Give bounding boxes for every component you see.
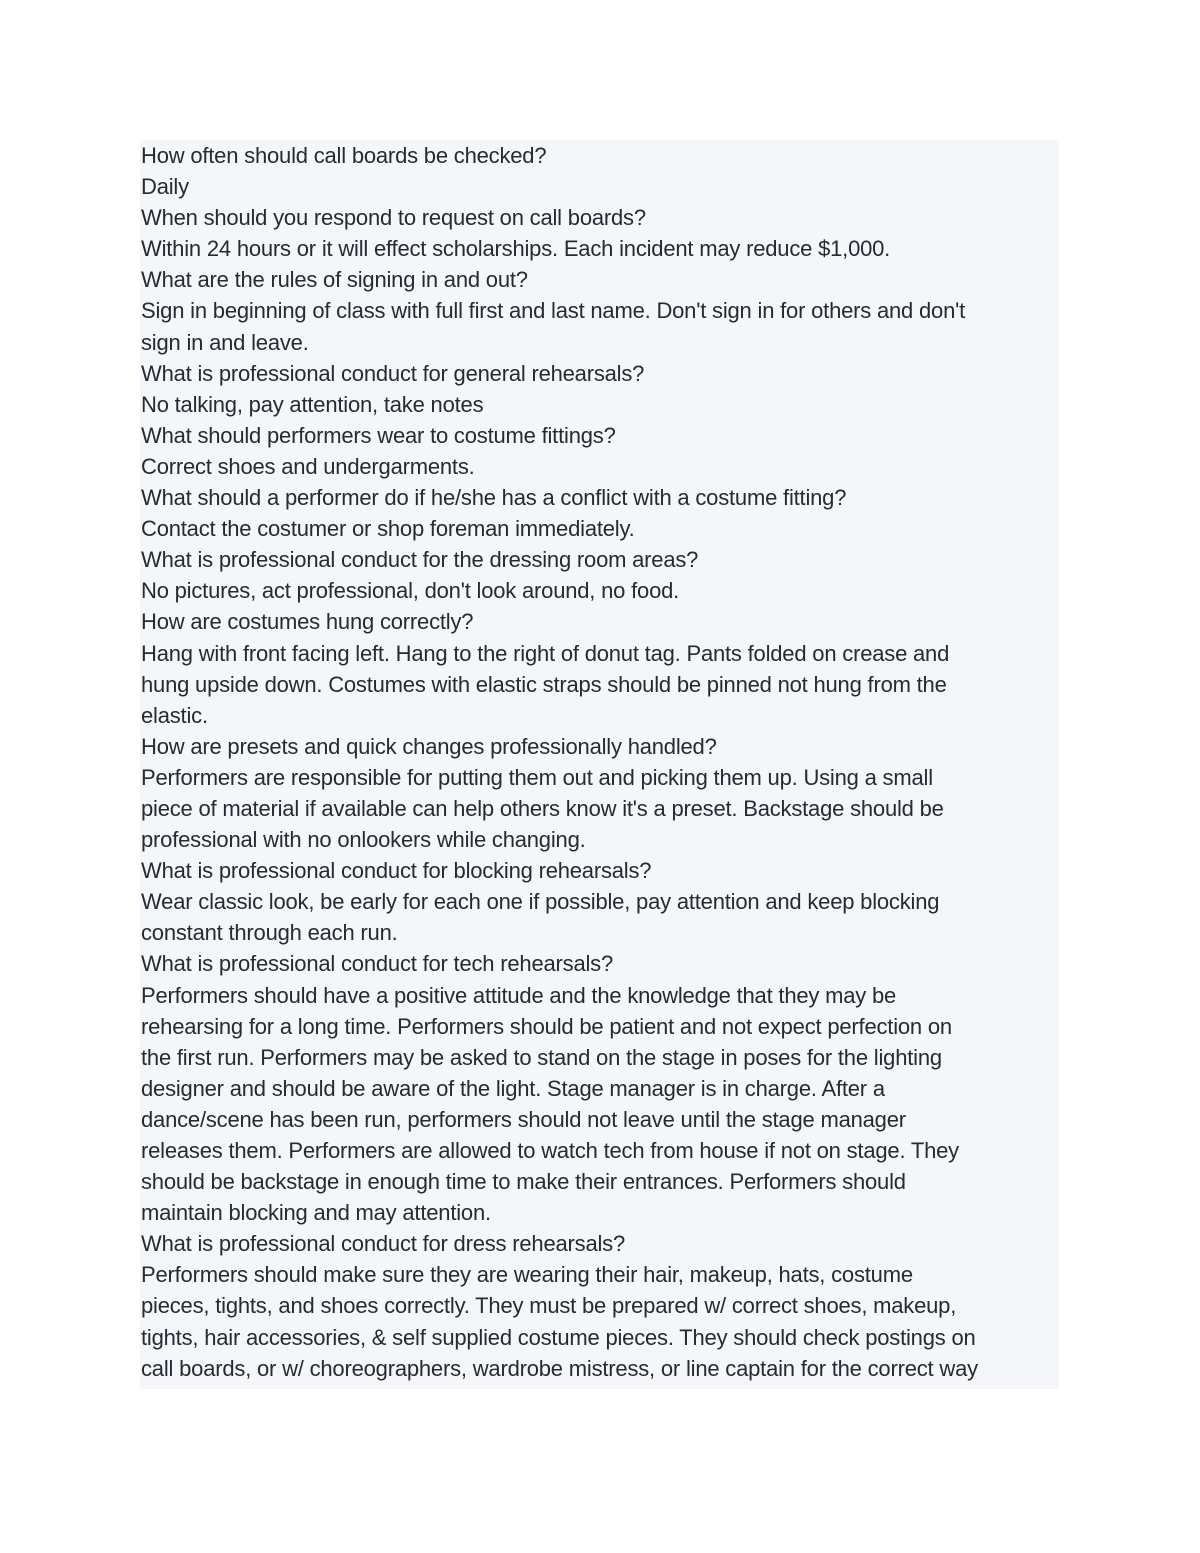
document-lines xyxy=(141,140,1059,1384)
text-line: What should performers wear to costume fittings? xyxy=(141,422,616,448)
text-line: dance/scene has been run, performers should not leave until the stage manager xyxy=(141,1106,906,1132)
text-line: should be backstage in enough time to make their entrances. Performers should xyxy=(141,1169,906,1195)
text-line: What is professional conduct for dress rehearsals? xyxy=(141,1231,626,1257)
text-line: sign in and leave. xyxy=(141,329,309,355)
text-line: What is professional conduct for the dressing room areas? xyxy=(141,547,699,573)
text-line: constant through each run. xyxy=(141,920,398,946)
text-line: professional with no onlookers while changing. xyxy=(141,827,586,853)
text-line: designer and should be aware of the light. Stage manager is in charge. After a xyxy=(141,1075,885,1101)
text-line: tights, hair accessories, & self supplied costume pieces. They should check postings on xyxy=(141,1324,976,1350)
text-line: Hang with front facing left. Hang to the right of donut tag. Pants folded on crease and xyxy=(141,640,950,666)
text-line: elastic. xyxy=(141,702,208,728)
text-line: piece of material if available can help others know it's a preset. Backstage should be xyxy=(141,795,944,821)
text-line: Correct shoes and undergarments. xyxy=(141,453,475,479)
text-line: releases them. Performers are allowed to watch tech from house if not on stage. They xyxy=(141,1138,959,1163)
text-line: Performers should make sure they are wearing their hair, makeup, hats, costume xyxy=(141,1262,913,1288)
text-line: No talking, pay attention, take notes xyxy=(141,391,484,417)
text-line: maintain blocking and may attention. xyxy=(141,1200,491,1226)
text-line: How are costumes hung correctly? xyxy=(141,609,474,635)
text-line: Daily xyxy=(141,174,189,200)
text-line: call boards, or w/ choreographers, wardrobe mistress, or line captain for the correct way xyxy=(141,1355,978,1381)
text-line: Sign in beginning of class with full first and last name. Don't sign in for others and don't xyxy=(141,298,966,324)
text-line: What is professional conduct for general rehearsals? xyxy=(141,360,645,386)
text-line: hung upside down. Costumes with elastic straps should be pinned not hung from the xyxy=(141,671,947,697)
text-line: Contact the costumer or shop foreman immediately. xyxy=(141,516,635,542)
text-line: When should you respond to request on call boards? xyxy=(141,205,646,231)
text-line: Wear classic look, be early for each one if possible, pay attention and keep blocking xyxy=(141,889,940,915)
text-line: What should a performer do if he/she has a conflict with a costume fitting? xyxy=(141,485,847,511)
text-line: What are the rules of signing in and out? xyxy=(141,267,528,293)
text-line: pieces, tights, and shoes correctly. They must be prepared w/ correct shoes, makeup, xyxy=(141,1293,957,1319)
text-line: the first run. Performers may be asked to stand on the stage in poses for the lighting xyxy=(141,1044,942,1070)
text-line: rehearsing for a long time. Performers should be patient and not expect perfection on xyxy=(141,1013,952,1039)
text-line: How often should call boards be checked? xyxy=(141,143,547,168)
text-line: Performers are responsible for putting them out and picking them up. Using a small xyxy=(141,764,933,790)
text-line: No pictures, act professional, don't look around, no food. xyxy=(141,578,680,604)
text-line: What is professional conduct for tech rehearsals? xyxy=(141,951,613,977)
text-line: How are presets and quick changes professionally handled? xyxy=(141,733,717,759)
text-line: What is professional conduct for blocking rehearsals? xyxy=(141,858,652,884)
document-text-block xyxy=(140,140,1059,1389)
text-line: Within 24 hours or it will effect scholarships. Each incident may reduce $1,000. xyxy=(141,236,891,262)
text-line: Performers should have a positive attitude and the knowledge that they may be xyxy=(141,982,897,1008)
